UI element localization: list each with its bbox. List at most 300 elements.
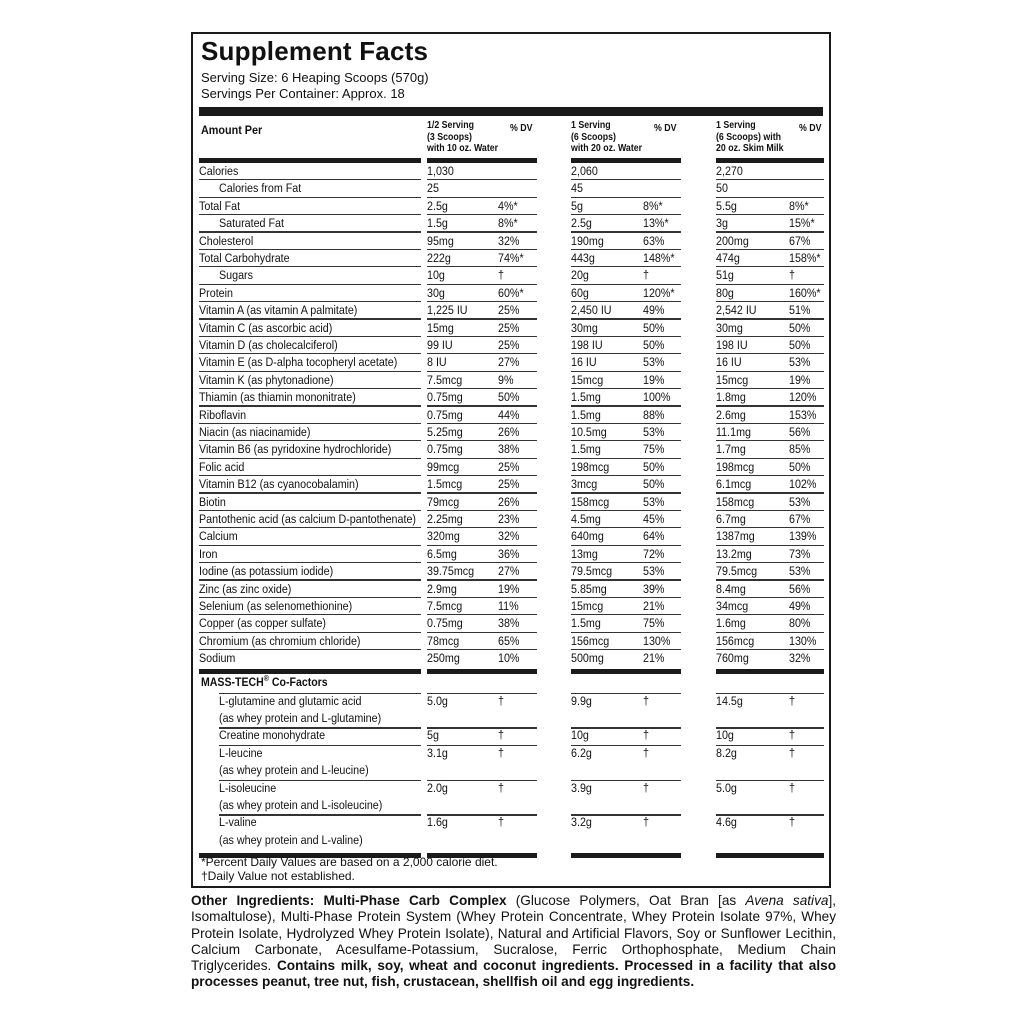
footnote-dv: *Percent Daily Values are based on a 2,000 calorie diet.	[201, 855, 498, 869]
percent-dv: 15%*	[789, 216, 815, 231]
amount-value: 0.75mg	[427, 616, 463, 631]
nutrient-name: Total Fat	[199, 198, 241, 213]
nutrient-name: Sodium	[199, 651, 236, 666]
label-title: Supplement Facts	[201, 36, 429, 66]
amount-value: 2,450 IU	[571, 303, 612, 318]
percent-dv: 148%*	[643, 251, 675, 265]
nutrient-row	[193, 563, 829, 580]
amount-value: 5.0g	[427, 693, 448, 708]
amount-value: 15mcg	[571, 372, 604, 387]
amount-value: 8.4mg	[716, 581, 746, 596]
amount-value: 13.2mg	[716, 546, 752, 561]
column-header-line: with 10 oz. Water	[427, 143, 499, 154]
amount-value: 6.5mg	[427, 546, 457, 561]
cofactor-row	[193, 814, 829, 849]
percent-dv: 100%	[643, 390, 671, 405]
cofactors-brand: MASS-TECH	[201, 674, 264, 689]
amount-value: 30mg	[571, 320, 598, 335]
amount-value: 198 IU	[571, 338, 603, 352]
amount-value: 500mg	[571, 651, 604, 666]
nutrient-name: Zinc (as zinc oxide)	[199, 581, 292, 596]
supplement-facts-panel	[191, 32, 831, 888]
amount-value: 2,060	[571, 164, 598, 178]
cofactor-source: (as whey protein and L-valine)	[219, 832, 363, 847]
nutrient-name: Cholesterol	[199, 233, 254, 248]
amount-value: 3.2g	[571, 815, 592, 830]
other-ingredients-label: Other Ingredients: Multi-Phase Carb Complex	[191, 893, 507, 908]
nutrient-name: Vitamin C (as ascorbic acid)	[199, 320, 333, 335]
thick-divider	[716, 669, 824, 674]
amount-value: 198mcg	[571, 459, 610, 474]
ingredients-text: (Glucose Polymers, Oat Bran [as	[506, 893, 746, 908]
nutrient-name: Calcium	[199, 529, 238, 544]
percent-dv: 75%	[643, 616, 665, 631]
nutrient-row	[193, 320, 829, 337]
amount-value: 39.75mcg	[427, 564, 475, 579]
amount-value: 1.8mg	[716, 390, 746, 405]
amount-value: 3.9g	[571, 780, 592, 795]
amount-value: 15mcg	[571, 599, 604, 613]
nutrient-name: Saturated Fat	[219, 216, 284, 231]
percent-dv: 39%	[643, 581, 665, 596]
percent-dv: 38%	[498, 616, 520, 631]
amount-value: 198mcg	[716, 459, 755, 474]
cofactor-source: (as whey protein and L-isoleucine)	[219, 797, 383, 812]
nutrient-name: Iron	[199, 546, 218, 561]
nutrient-row	[193, 302, 829, 319]
thick-divider	[716, 853, 824, 858]
percent-dv: 53%	[643, 564, 665, 579]
amount-value: 5.85mg	[571, 581, 607, 596]
percent-dv: †	[498, 745, 504, 760]
percent-dv: †	[789, 815, 795, 830]
cofactors-header	[201, 674, 328, 689]
nutrient-name: Vitamin E (as D-alpha tocopheryl acetate)	[199, 355, 398, 370]
percent-dv: 32%	[789, 651, 811, 666]
cofactor-row	[193, 745, 829, 780]
percent-dv: 74%*	[498, 251, 524, 265]
percent-dv: 25%	[498, 477, 520, 492]
nutrient-name: Thiamin (as thiamin mononitrate)	[199, 390, 356, 405]
percent-dv: 80%	[789, 616, 811, 631]
amount-value: 8 IU	[427, 355, 447, 370]
percent-dv: 49%	[643, 303, 665, 318]
column-header-one-serving-milk	[716, 120, 783, 155]
header-divider-bar	[199, 107, 823, 116]
ingredients-text: ], Isomaltulose), Multi-Phase Protein System (Whey Protein Concentrate, Whey Protein Isolate 97%, Whey Protein Isolate, Hydrolyzed Whey Protein Isolate), Natural and Artificial Flavors, Soy or Sunflower Lecithin, Calcium Carbonate, Acesulfame-Potassium, Sucralose, Ferric Orthophosphate, Medium Chain Triglycerides.	[191, 893, 836, 974]
percent-dv: 13%*	[643, 216, 669, 231]
amount-value: 1.5mcg	[427, 477, 463, 492]
nutrient-row	[193, 476, 829, 493]
percent-dv: 130%	[643, 633, 671, 648]
percent-dv: 153%	[789, 407, 817, 422]
amount-value: 1.6g	[427, 815, 448, 830]
cofactor-name: L-glutamine and glutamic acid	[219, 693, 362, 708]
amount-value: 1.5mg	[571, 390, 601, 405]
nutrient-row	[193, 615, 829, 632]
amount-value: 640mg	[571, 529, 604, 544]
nutrient-row	[193, 511, 829, 528]
column-header-line: 20 oz. Skim Milk	[716, 143, 784, 154]
column-header-one-serving-water	[571, 120, 642, 155]
amount-value: 79mcg	[427, 494, 460, 509]
nutrient-name: Vitamin A (as vitamin A palmitate)	[199, 303, 358, 318]
percent-dv: 50%	[643, 320, 665, 335]
cofactor-name: L-leucine	[219, 745, 263, 760]
percent-dv: †	[643, 693, 649, 708]
amount-value: 2.5g	[427, 198, 448, 213]
percent-dv: 64%	[643, 529, 665, 544]
percent-dv: 75%	[643, 442, 665, 457]
percent-dv: 130%	[789, 633, 817, 648]
amount-value: 79.5mcg	[571, 564, 613, 579]
amount-value: 190mg	[571, 233, 604, 248]
amount-value: 8.2g	[716, 745, 737, 760]
percent-dv: 60%*	[498, 285, 524, 300]
percent-dv: 85%	[789, 442, 811, 457]
nutrient-row	[193, 198, 829, 215]
column-header-line: 1 Serving	[571, 120, 611, 131]
amount-value: 443g	[571, 251, 595, 265]
amount-value: 6.7mg	[716, 512, 746, 526]
nutrient-name: Selenium (as selenomethionine)	[199, 599, 353, 613]
dv-header: % DV	[510, 123, 533, 134]
amount-value: 25	[427, 181, 439, 196]
nutrient-name: Iodine (as potassium iodide)	[199, 564, 334, 579]
amount-value: 10g	[716, 728, 734, 743]
cofactor-name: Creatine monohydrate	[219, 728, 326, 743]
amount-value: 1.7mg	[716, 442, 746, 457]
percent-dv: 73%	[789, 546, 811, 561]
nutrient-row	[193, 494, 829, 511]
percent-dv: 50%	[789, 459, 811, 474]
nutrient-row	[193, 389, 829, 406]
amount-value: 158mcg	[571, 494, 610, 509]
amount-value: 5.5g	[716, 198, 737, 213]
nutrient-name: Folic acid	[199, 459, 245, 474]
nutrient-name: Vitamin K (as phytonadione)	[199, 372, 334, 387]
nutrient-name: Copper (as copper sulfate)	[199, 616, 326, 631]
percent-dv: 56%	[789, 425, 811, 439]
nutrient-row	[193, 180, 829, 197]
percent-dv: 56%	[789, 581, 811, 596]
nutrient-row	[193, 528, 829, 545]
amount-value: 30g	[427, 285, 445, 300]
amount-value: 3.1g	[427, 745, 448, 760]
amount-value: 0.75mg	[427, 390, 463, 405]
nutrient-row	[193, 633, 829, 650]
nutrient-row	[193, 372, 829, 389]
percent-dv: 38%	[498, 442, 520, 457]
percent-dv: 120%*	[643, 285, 675, 300]
percent-dv: 27%	[498, 355, 520, 370]
nutrient-name: Sugars	[219, 268, 253, 283]
serving-size: Serving Size: 6 Heaping Scoops (570g)	[201, 70, 429, 85]
percent-dv: 139%	[789, 529, 817, 544]
percent-dv: 158%*	[789, 251, 821, 265]
nutrient-row	[193, 650, 829, 667]
serving-info	[201, 70, 429, 102]
percent-dv: 53%	[643, 355, 665, 370]
percent-dv: 11%	[498, 599, 519, 613]
percent-dv: 8%*	[498, 216, 518, 231]
percent-dv: 21%	[643, 651, 665, 666]
percent-dv: 53%	[643, 494, 665, 509]
nutrient-row	[193, 598, 829, 615]
amount-value: 5.0g	[716, 780, 737, 795]
nutrient-name: Chromium (as chromium chloride)	[199, 633, 361, 648]
amount-value: 6.2g	[571, 745, 592, 760]
percent-dv: 102%	[789, 477, 817, 492]
percent-dv: 23%	[498, 512, 520, 526]
amount-value: 2.5g	[571, 216, 592, 231]
amount-value: 13mg	[571, 546, 598, 561]
percent-dv: 49%	[789, 599, 811, 613]
percent-dv: 9%	[498, 372, 514, 387]
percent-dv: †	[643, 268, 649, 283]
nutrient-row	[193, 267, 829, 284]
cofactor-row	[193, 693, 829, 728]
nutrient-name: Calories	[199, 164, 239, 178]
cofactor-name: L-valine	[219, 815, 257, 830]
percent-dv: 44%	[498, 407, 520, 422]
amount-value: 2.0g	[427, 780, 448, 795]
nutrient-name: Vitamin D (as cholecalciferol)	[199, 338, 338, 352]
percent-dv: 72%	[643, 546, 665, 561]
thick-divider	[571, 669, 681, 674]
amount-value: 5g	[427, 728, 439, 743]
percent-dv: †	[789, 728, 795, 743]
amount-value: 1.6mg	[716, 616, 746, 631]
percent-dv: 53%	[789, 564, 811, 579]
column-header-line: with 20 oz. Water	[571, 143, 643, 154]
allergen-statement: Contains milk, soy, wheat and coconut ingredients. Processed in a facility that also processes peanut, tree nut, fish, crustacean, shellfish oil and egg ingredients.	[191, 958, 836, 990]
amount-value: 34mcg	[716, 599, 749, 613]
percent-dv: 88%	[643, 407, 665, 422]
amount-value: 474g	[716, 251, 740, 265]
thick-divider	[427, 669, 537, 674]
amount-value: 10g	[427, 268, 445, 283]
nutrient-row	[193, 581, 829, 598]
amount-value: 3g	[716, 216, 728, 231]
percent-dv: 51%	[789, 303, 811, 318]
amount-value: 99mcg	[427, 459, 460, 474]
nutrient-row	[193, 215, 829, 232]
amount-value: 51g	[716, 268, 734, 283]
amount-value: 80g	[716, 285, 734, 300]
amount-value: 10g	[571, 728, 589, 743]
amount-value: 95mg	[427, 233, 454, 248]
servings-per-container: Servings Per Container: Approx. 18	[201, 86, 405, 101]
nutrient-name: Calories from Fat	[219, 181, 302, 196]
amount-value: 16 IU	[571, 355, 597, 370]
amount-value: 2,542 IU	[716, 303, 757, 318]
amount-value: 2,270	[716, 164, 743, 178]
ingredients-italic: Avena sativa	[745, 893, 829, 908]
dv-header: % DV	[799, 123, 822, 134]
amount-value: 6.1mcg	[716, 477, 752, 492]
percent-dv: †	[789, 745, 795, 760]
amount-value: 1.5mg	[571, 442, 601, 457]
amount-value: 7.5mcg	[427, 372, 463, 387]
percent-dv: 25%	[498, 320, 520, 335]
nutrient-name: Vitamin B6 (as pyridoxine hydrochloride)	[199, 442, 392, 457]
amount-value: 20g	[571, 268, 589, 283]
percent-dv: †	[498, 728, 504, 743]
amount-value: 2.6mg	[716, 407, 746, 422]
amount-value: 7.5mcg	[427, 599, 463, 613]
amount-value: 3mcg	[571, 477, 598, 492]
column-header-half-serving	[427, 120, 498, 155]
percent-dv: †	[498, 268, 504, 283]
percent-dv: 26%	[498, 494, 520, 509]
amount-value: 14.5g	[716, 693, 743, 708]
amount-value: 1.5mg	[571, 407, 601, 422]
nutrient-name: Biotin	[199, 494, 226, 509]
row-divider	[427, 727, 537, 728]
percent-dv: 65%	[498, 633, 520, 648]
percent-dv: 10%	[498, 651, 520, 666]
nutrient-row	[193, 354, 829, 371]
percent-dv: 32%	[498, 233, 520, 248]
amount-value: 156mcg	[716, 633, 755, 648]
percent-dv: †	[643, 780, 649, 795]
nutrient-name: Riboflavin	[199, 407, 247, 422]
amount-value: 45	[571, 181, 583, 196]
cofactor-row	[193, 727, 829, 744]
nutrient-row	[193, 459, 829, 476]
cofactor-source: (as whey protein and L-glutamine)	[219, 710, 382, 725]
percent-dv: 36%	[498, 546, 520, 561]
amount-value: 78mcg	[427, 633, 460, 648]
amount-value: 250mg	[427, 651, 460, 666]
amount-value: 9.9g	[571, 693, 592, 708]
nutrient-row	[193, 233, 829, 250]
amount-value: 30mg	[716, 320, 743, 335]
percent-dv: 19%	[789, 372, 811, 387]
percent-dv: 50%	[789, 338, 811, 352]
amount-value: 2.25mg	[427, 512, 463, 526]
nutrient-row	[193, 285, 829, 302]
amount-value: 760mg	[716, 651, 749, 666]
percent-dv: †	[498, 693, 504, 708]
thick-divider	[571, 853, 681, 858]
percent-dv: 25%	[498, 303, 520, 318]
nutrient-name: Vitamin B12 (as cyanocobalamin)	[199, 477, 359, 492]
percent-dv: †	[789, 780, 795, 795]
other-ingredients	[191, 893, 836, 991]
percent-dv: 53%	[789, 494, 811, 509]
amount-value: 4.6g	[716, 815, 737, 830]
cofactor-name: L-isoleucine	[219, 780, 277, 795]
percent-dv: 25%	[498, 459, 520, 474]
amount-value: 0.75mg	[427, 442, 463, 457]
nutrient-row	[193, 407, 829, 424]
percent-dv: 50%	[643, 338, 665, 352]
registered-mark: ®	[263, 673, 269, 683]
nutrient-name: Total Carbohydrate	[199, 251, 290, 265]
percent-dv: 50%	[498, 390, 520, 405]
amount-value: 5.25mg	[427, 425, 463, 439]
amount-value: 5g	[571, 198, 583, 213]
percent-dv: 53%	[643, 425, 665, 439]
nutrient-row	[193, 424, 829, 441]
percent-dv: 50%	[643, 477, 665, 492]
column-header-line: (6 Scoops) with	[716, 131, 782, 143]
nutrient-name: Protein	[199, 285, 233, 300]
percent-dv: 26%	[498, 425, 520, 439]
amount-value: 158mcg	[716, 494, 755, 509]
percent-dv: 63%	[643, 233, 665, 248]
column-header-line: 1 Serving	[716, 120, 756, 131]
amount-value: 16 IU	[716, 355, 742, 370]
percent-dv: 19%	[643, 372, 665, 387]
nutrient-row	[193, 546, 829, 563]
amount-value: 15mg	[427, 320, 454, 335]
percent-dv: 8%*	[789, 198, 809, 213]
column-header-line: 1/2 Serving	[427, 120, 474, 131]
amount-value: 10.5mg	[571, 425, 607, 439]
amount-value: 15mcg	[716, 372, 749, 387]
percent-dv: 67%	[789, 233, 811, 248]
cofactors-suffix: Co-Factors	[268, 674, 328, 689]
column-header-line: (3 Scoops)	[427, 131, 472, 143]
percent-dv: †	[789, 693, 795, 708]
amount-value: 60g	[571, 285, 589, 300]
amount-value: 79.5mcg	[716, 564, 758, 579]
amount-value: 1,030	[427, 164, 454, 178]
percent-dv: †	[643, 815, 649, 830]
nutrient-name: Pantothenic acid (as calcium D-pantothenate)	[199, 512, 417, 526]
percent-dv: 4%*	[498, 198, 518, 213]
nutrient-row	[193, 250, 829, 267]
nutrient-name: Niacin (as niacinamide)	[199, 425, 311, 439]
percent-dv: 53%	[789, 355, 811, 370]
amount-value: 50	[716, 181, 728, 196]
percent-dv: 21%	[643, 599, 665, 613]
nutrient-row	[193, 337, 829, 354]
amount-value: 1.5g	[427, 216, 448, 231]
amount-value: 1,225 IU	[427, 303, 468, 318]
nutrient-row	[193, 441, 829, 458]
percent-dv: †	[643, 745, 649, 760]
footnote-dagger: †Daily Value not established.	[201, 869, 355, 883]
nutrient-row	[193, 163, 829, 180]
percent-dv: 8%*	[643, 198, 663, 213]
percent-dv: 27%	[498, 564, 520, 579]
percent-dv: 25%	[498, 338, 520, 352]
amount-value: 11.1mg	[716, 425, 751, 439]
percent-dv: 32%	[498, 529, 520, 544]
percent-dv: 67%	[789, 512, 811, 526]
amount-value: 222g	[427, 251, 451, 265]
amount-value: 198 IU	[716, 338, 748, 352]
amount-value: 2.9mg	[427, 581, 457, 596]
percent-dv: 50%	[643, 459, 665, 474]
percent-dv: 50%	[789, 320, 811, 335]
amount-value: 1.5mg	[571, 616, 601, 631]
amount-per-header: Amount Per	[201, 123, 263, 137]
footnotes	[201, 855, 498, 883]
amount-value: 99 IU	[427, 338, 453, 352]
dv-header: % DV	[654, 123, 677, 134]
percent-dv: 19%	[498, 581, 520, 596]
column-header-line: (6 Scoops)	[571, 131, 616, 143]
percent-dv: 45%	[643, 512, 665, 526]
amount-value: 4.5mg	[571, 512, 601, 526]
percent-dv: †	[789, 268, 795, 283]
amount-value: 200mg	[716, 233, 749, 248]
